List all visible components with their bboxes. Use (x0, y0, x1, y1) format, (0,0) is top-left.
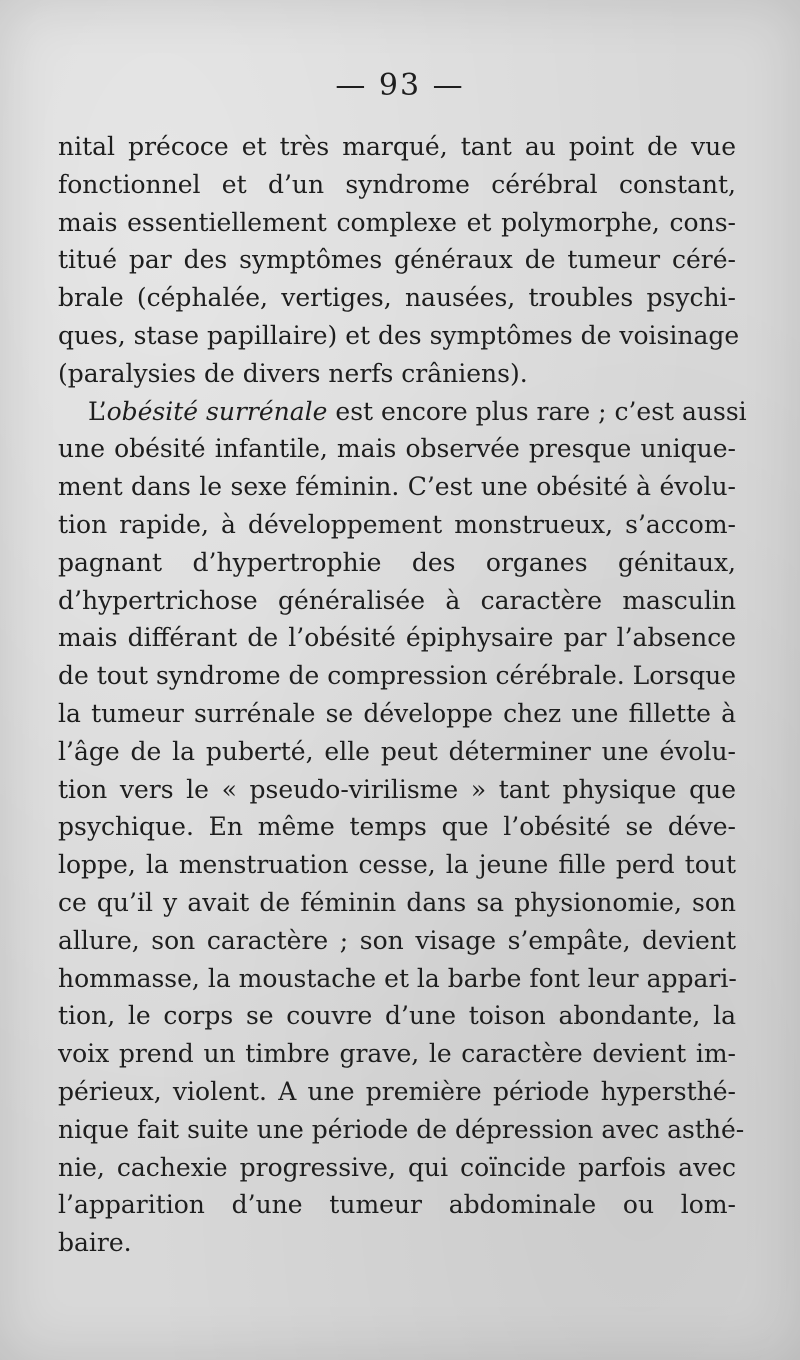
text-line: nital précoce et très marqué, tant au point de vue (58, 132, 736, 161)
text-line: allure, son caractère ; son visage s’empâte, devient (58, 925, 736, 955)
body-text (58, 128, 747, 1262)
text-line: nie, cachexie progressive, qui coïncide parfois avec (58, 1152, 736, 1182)
text-line: psychique. En même temps que l’obésité se déve- (58, 812, 736, 842)
text-line: tion vers le « pseudo-virilisme » tant physique que (58, 774, 736, 804)
lead-rest: est encore plus rare ; c’est aussi (327, 396, 747, 426)
text-line: ques, stase papillaire) et des symptômes de voisinage (58, 320, 740, 350)
text-line: baire. (58, 1228, 132, 1258)
text-line: mais différant de l’obésité épiphysaire par l’absence (58, 623, 736, 653)
lead-italic-term: obésité surrénale (106, 396, 328, 426)
text-line: voix prend un timbre grave, le caractère devient im- (58, 1039, 736, 1069)
text-line: brale (céphalée, vertiges, nausées, troubles psychi- (58, 283, 736, 313)
text-line: ment dans le sexe féminin. C’est une obésité à évolu- (58, 472, 736, 502)
text-line: une obésité infantile, mais observée presque unique- (58, 434, 736, 464)
page-number: — 93 — (335, 68, 465, 103)
text-line: (paralysies de divers nerfs crâniens). (58, 358, 528, 388)
text-line: hommasse, la moustache et la barbe font leur appari- (58, 963, 737, 993)
text-line: de tout syndrome de compression cérébrale. Lorsque (58, 661, 736, 691)
text-line: nique fait suite une période de dépression avec asthé- (58, 1114, 745, 1144)
text-line: fonctionnel et d’un syndrome cérébral constant, (58, 169, 736, 199)
text-line: titué par des symptômes généraux de tumeur céré- (58, 245, 736, 275)
text-line: d’hypertrichose généralisée à caractère masculin (58, 585, 736, 615)
text-line: périeux, violent. A une première période hypersthé- (58, 1076, 736, 1106)
text-line: mais essentiellement complexe et polymorphe, cons- (58, 207, 736, 237)
text-line: l’âge de la puberté, elle peut déterminer une évolu- (58, 736, 736, 766)
lead-article: L’ (88, 396, 107, 426)
text-line: tion rapide, à développement monstrueux, s’accom- (58, 509, 736, 539)
text-line: tion, le corps se couvre d’une toison abondante, la (58, 1001, 736, 1031)
text-line: ce qu’il y avait de féminin dans sa physionomie, son (58, 887, 736, 917)
text-line: pagnant d’hypertrophie des organes génitaux, (58, 547, 736, 577)
text-line: l’apparition d’une tumeur abdominale ou lom- (58, 1190, 736, 1220)
text-line: la tumeur surrénale se développe chez une fillette à (58, 698, 736, 728)
paragraph-lead-line (58, 393, 747, 431)
text-line: loppe, la menstruation cesse, la jeune fille perd tout (58, 850, 736, 880)
